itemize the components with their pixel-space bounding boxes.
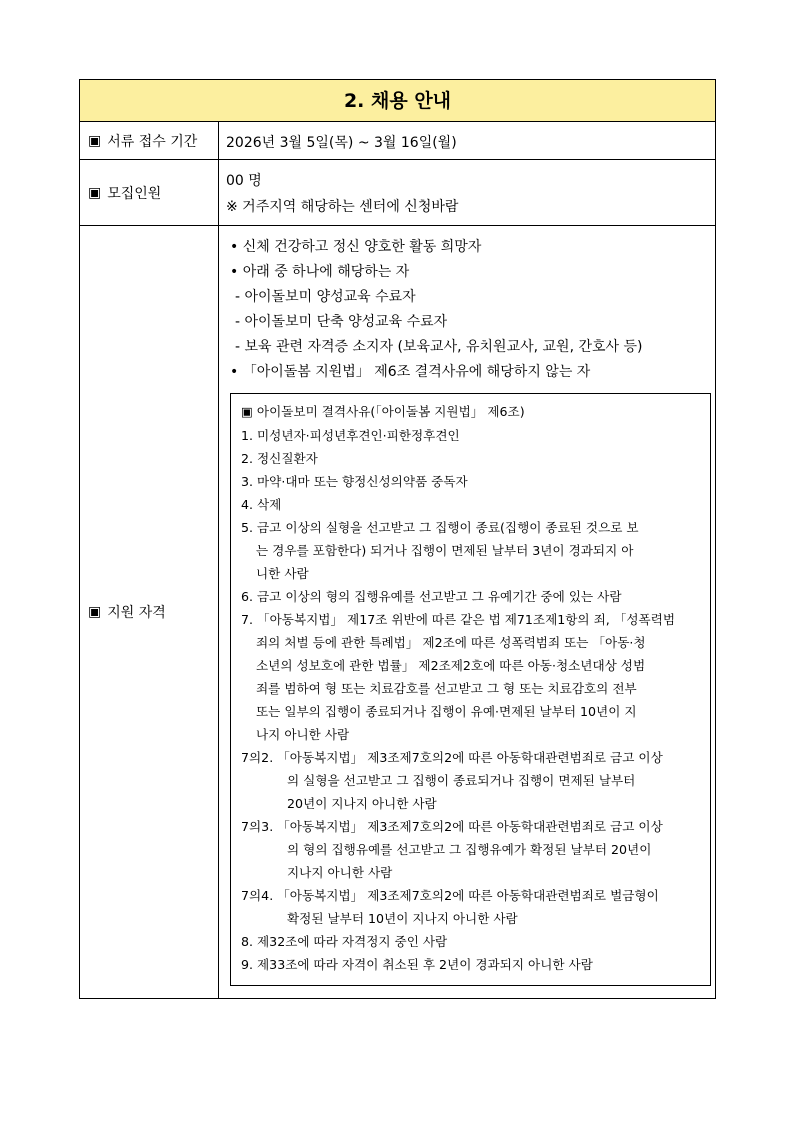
box-line: 7의2. 「아동복지법」 제3조제7호의2에 따른 아동학대관련범죄로 금고 이상 xyxy=(241,750,663,765)
qual-line: • 신체 건강하고 정신 양호한 활동 희망자 xyxy=(230,239,482,255)
disqualification-box xyxy=(230,393,711,986)
box-line: 2. 정신질환자 xyxy=(241,451,318,466)
qual-line: • 아래 중 하나에 해당하는 자 xyxy=(230,264,410,280)
box-line: 7. 「아동복지법」 제17조 위반에 따른 같은 법 제71조제1항의 죄, 「성폭력범 xyxy=(241,612,676,627)
box-line: 8. 제32조에 따라 자격정지 중인 사람 xyxy=(241,934,448,949)
box-line: 소년의 성보호에 관한 법률」 제2조제2호에 따른 아동·청소년대상 성범 xyxy=(256,658,646,673)
box-line: 3. 마약·대마 또는 향정신성의약품 중독자 xyxy=(241,474,468,489)
box-line: 죄의 처벌 등에 관한 특례법」 제2조에 따른 성폭력범죄 또는 「아동·청 xyxy=(256,635,646,650)
recruitment-table xyxy=(79,79,716,999)
box-line: 의 형의 집행유예를 선고받고 그 집행유예가 확정된 날부터 20년이 xyxy=(287,842,652,857)
box-line: 4. 삭제 xyxy=(241,497,282,512)
label-cell xyxy=(80,122,219,159)
box-line: 는 경우를 포함한다) 되거나 집행이 면제된 날부터 3년이 경과되지 아 xyxy=(256,543,634,558)
qual-line: • 「아이돌봄 지원법」 제6조 결격사유에 해당하지 않는 자 xyxy=(230,364,591,380)
box-line: 확정된 날부터 10년이 지나지 아니한 사람 xyxy=(287,911,518,926)
label-cell xyxy=(80,160,219,225)
box-line: 7의4. 「아동복지법」 제3조제7호의2에 따른 아동학대관련범죄로 벌금형이 xyxy=(241,888,659,903)
square-bullet-icon: ▣ xyxy=(88,132,102,149)
box-line: 6. 금고 이상의 형의 집행유예를 선고받고 그 유예기간 중에 있는 사람 xyxy=(241,589,622,604)
box-line: 9. 제33조에 따라 자격이 취소된 후 2년이 경과되지 아니한 사람 xyxy=(241,957,593,972)
box-line: 7의3. 「아동복지법」 제3조제7호의2에 따른 아동학대관련범죄로 금고 이상 xyxy=(241,819,663,834)
box-line: 또는 일부의 집행이 종료되거나 집행이 유예·면제된 날부터 10년이 지 xyxy=(256,704,637,719)
label-text: 지원 자격 xyxy=(107,605,166,621)
qual-line: - 아이돌보미 양성교육 수료자 xyxy=(235,289,416,305)
box-header: ▣ 아이돌보미 결격사유(「아이돌봄 지원법」 제6조) xyxy=(241,404,525,419)
label-cell xyxy=(80,226,219,998)
label-text: 서류 접수 기간 xyxy=(107,133,198,150)
row-application-period xyxy=(80,122,715,160)
period-value: 2026년 3월 5일(목) ~ 3월 16일(월) xyxy=(226,135,457,151)
square-bullet-icon: ▣ xyxy=(88,184,102,201)
row-recruit-count xyxy=(80,160,715,226)
recruit-note: ※ 거주지역 해당하는 센터에 신청바람 xyxy=(226,199,459,215)
section-title: 2. 채용 안내 xyxy=(80,80,715,122)
box-line: 20년이 지나지 아니한 사람 xyxy=(287,796,437,811)
box-line: 니한 사람 xyxy=(256,566,309,581)
box-line: 지나지 아니한 사람 xyxy=(287,865,393,880)
qual-line: - 아이돌보미 단축 양성교육 수료자 xyxy=(235,314,448,330)
box-line: 나지 아니한 사람 xyxy=(256,727,350,742)
qual-line: - 보육 관련 자격증 소지자 (보육교사, 유치원교사, 교원, 간호사 등) xyxy=(235,339,643,355)
label-text: 모집인원 xyxy=(107,185,162,202)
box-line: 죄를 범하여 형 또는 치료감호를 선고받고 그 형 또는 치료감호의 전부 xyxy=(256,681,637,696)
box-line: 의 실형을 선고받고 그 집행이 종료되거나 집행이 면제된 날부터 xyxy=(287,773,636,788)
box-line: 1. 미성년자·피성년후견인·피한정후견인 xyxy=(241,428,460,443)
square-bullet-icon: ▣ xyxy=(88,604,102,620)
box-line: 5. 금고 이상의 실형을 선고받고 그 집행이 종료(집행이 종료된 것으로 보 xyxy=(241,520,639,535)
recruit-count: 00 명 xyxy=(226,173,262,189)
